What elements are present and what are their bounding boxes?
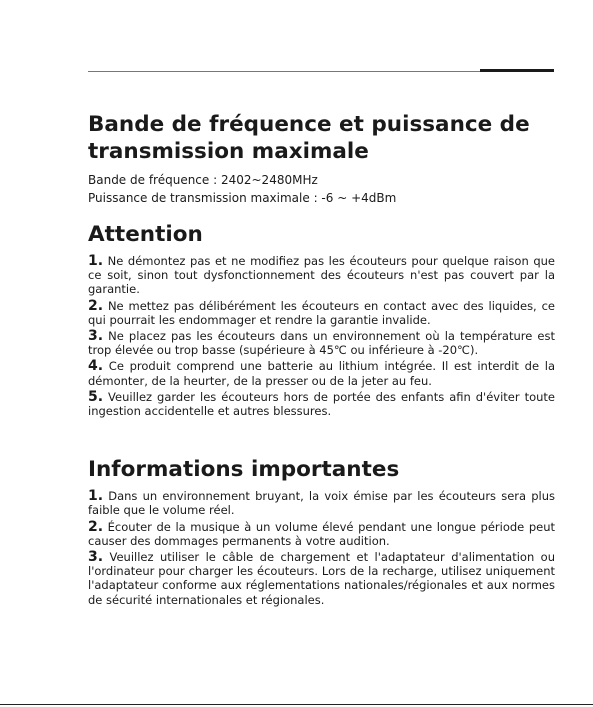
item-text: Écouter de la musique à un volume élevé pendant une longue période peut causer des dommages permanents à votre audition. <box>88 519 555 548</box>
item-number: 3. <box>88 328 104 345</box>
attention-item-4 <box>88 359 555 387</box>
item-number: 1. <box>88 253 104 269</box>
item-number: 2. <box>88 518 104 535</box>
frequency-section-title: Bande de fréquence et puissance de transmission maximale <box>88 112 530 164</box>
info-list <box>88 489 555 607</box>
info-item-1 <box>88 489 555 517</box>
attention-item-1 <box>88 254 555 297</box>
attention-item-3 <box>88 329 555 357</box>
info-item-3 <box>88 550 555 607</box>
item-number: 3. <box>88 549 104 566</box>
item-text: Veuillez garder les écouteurs hors de portée des enfants afin d'éviter toute ingestion accidentelle et autres blessures. <box>88 389 555 419</box>
frequency-specs <box>88 171 555 207</box>
item-text: Dans un environnement bruyant, la voix émise par les écouteurs sera plus faible que le volume réel. <box>88 489 555 518</box>
item-number: 5. <box>88 388 104 405</box>
item-text: Ne placez pas les écouteurs dans un environnement où la température est trop élevée ou trop basse (supérieure à 45℃ ou inférieure à -20℃). <box>88 329 555 358</box>
attention-list <box>88 254 555 418</box>
header-accent-bar <box>480 69 554 72</box>
attention-section-title: Attention <box>88 222 203 247</box>
item-number: 1. <box>88 488 104 505</box>
document-body <box>88 111 555 609</box>
item-text: Veuillez utiliser le câble de chargement et l'adaptateur d'alimentation ou l'ordinateur pour charger les écouteurs. Lors de la recharge, utilisez uniquement l'adaptateur conforme aux réglementations nationales/régionales et aux normes de sécurité internationales et régionales. <box>88 550 555 607</box>
attention-item-5 <box>88 390 555 418</box>
item-text: Ne mettez pas délibérément les écouteurs en contact avec des liquides, ce qui pourrait les endommager et rendre la garantie invalide. <box>88 298 555 327</box>
item-number: 2. <box>88 297 104 314</box>
item-number: 4. <box>88 358 104 375</box>
attention-item-2 <box>88 299 555 327</box>
item-text: Ne démontez pas et ne modifiez pas les écouteurs pour quelque raison que ce soit, sinon tout dysfonctionnement des écouteurs n'est pas couvert par la garantie. <box>88 254 555 297</box>
info-item-2 <box>88 520 555 548</box>
frequency-band-line: Bande de fréquence : 2402~2480MHz <box>88 173 318 187</box>
page-bottom-border <box>0 704 593 705</box>
info-section-title: Informations importantes <box>88 457 400 483</box>
transmit-power-line: Puissance de transmission maximale : -6 ~ +4dBm <box>88 191 397 205</box>
item-text: Ce produit comprend une batterie au lithium intégrée. Il est interdit de la démonter, de la heurter, de la presser ou de la jeter au feu. <box>88 359 555 388</box>
